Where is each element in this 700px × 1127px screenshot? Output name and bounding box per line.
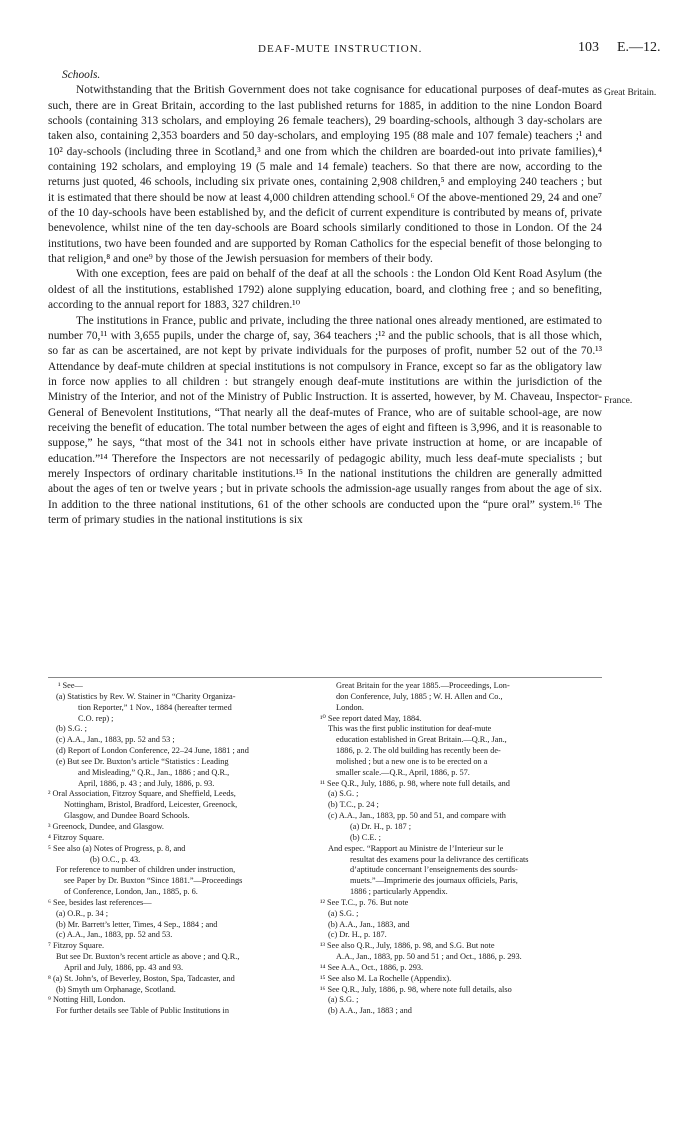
footnote-line: and Misleading,” Q.R., Jan., 1886 ; and Q.R., [78,767,230,777]
footnote-line: (a) O.R., p. 34 ; [56,908,109,918]
paragraph-france: The institutions in France, public and private, including the three national ones already mentioned, are estimated to number 70,¹¹ with 3,655 pupils, under the charge of, say, 364 teachers ;¹² and the public schools, that is all those which, so far as can be ascertained, are not kept by private individuals for the purposes of profit, number 52 out of the 70.¹³ Attendance by deaf-mute children at special institutions is not compulsory in France, except so far as the obligatory law in force now applies to all children : but strangely enough deaf-mute institutions are within the jurisdiction of the Ministry of the Interior, and not of the Ministry of Public Instruction. It is asserted, however, by M. Chaveau, Inspector-General of Benevolent Institutions, “That nearly all the deaf-mutes of France, who are of suitable school-age, are now receiving the benefit of education. The total number between the ages of eight and fifteen is 3,996, and it is reasonable to suppose,” he says, “that most of the 341 not in schools either have private instruction at home, or are incapable of education.”¹⁴ Therefore the Inspectors are not necessarily of pedagogic ability, much less deaf-mute specialists ; but merely Inspectors of ordinary charitable institutions.¹⁵ In the national institutions the children are generally admitted about the ages of ten or twelve years ; but in private schools the admission-age usually ranges from about the age of six. In addition to the three national institutions, 61 of the other schools are conducted upon the “pure oral” system.¹⁶ The term of primary studies in the national institutions is six [48,314,602,526]
footnote-line: ¹⁵ See also M. La Rochelle (Appendix). [320,973,452,983]
footnote-line: molished ; but a new one is to be erected on a [336,756,488,766]
body-text [48,68,602,528]
footnote-line: ⁷ Fitzroy Square. [48,941,105,951]
footnote-line: C.O. rep) ; [78,713,114,723]
footnote-line: (b) S.G. ; [56,724,87,734]
footnote-line: (b) A.A., Jan., 1883, and [328,919,410,929]
footnote-line: (a) Dr. H., p. 187 ; [350,821,412,831]
footnote-rule [48,677,602,678]
footnote-line: A.A., Jan., 1883, pp. 50 and 51 ; and Oct., 1886, p. 293. [336,952,522,962]
footnote-line: see Paper by Dr. Buxton “Since 1881.”—Proceedings [64,876,243,886]
footnote-line: ³ Greenock, Dundee, and Glasgow. [48,821,164,831]
footnote-line: ⁸ (a) St. John’s, of Beverley, Boston, Spa, Tadcaster, and [48,973,235,983]
footnote-line: ⁹ Notting Hill, London. [48,995,126,1005]
footnotes-left-column [48,681,312,1017]
footnote-line: 1886 ; particularly Appendix. [350,887,448,897]
footnote-line: ¹³ See also Q.R., July, 1886, p. 98, and S.G. But note [320,941,495,951]
footnote-line: d’aptitude concernant l’enseignements des sourds- [350,865,518,875]
footnote-line: (a) S.G. ; [328,995,359,1005]
footnote-line: London. [336,702,364,712]
document-reference: E.—12. [617,40,661,55]
paragraph-fees: With one exception, fees are paid on behalf of the deaf at all the schools : the London Old Kent Road Asylum (the oldest of all the institutions, established 1792) alone supplying education, board, and clothing free ; and so benefiting, according to the annual report for 1883, 327 children.¹⁰ [48,268,602,312]
header-title: DEAF-MUTE INSTRUCTION. [258,43,423,55]
footnote-line: don Conference, July, 1885 ; W. H. Allen and Co., [336,691,503,701]
footnote-line: (b) O.C., p. 43. [90,854,141,864]
footnote-line: ⁶ See, besides last references— [48,897,152,907]
footnote-line: education established in Great Britain.—Q.R., Jan., [336,735,507,745]
margin-note-france: France. [604,396,633,406]
section-subheading: Schools. [62,69,101,81]
footnote-line: (c) A.A., Jan., 1883, pp. 52 and 53. [56,930,173,940]
running-header [0,40,700,60]
footnote-line: (c) Dr. H., p. 187. [328,930,387,940]
footnote-line: Nottingham, Bristol, Bradford, Leicester, Greenock, [64,800,238,810]
footnote-line: ¹⁰ See report dated May, 1884. [320,713,422,723]
footnote-line: (b) T.C., p. 24 ; [328,800,379,810]
footnote-line: For reference to number of children under instruction, [56,865,236,875]
footnote-line: (c) A.A., Jan., 1883, pp. 50 and 51, and compare with [328,811,506,821]
footnote-line: muets.”—Imprimerie des journaux officiels, Paris, [350,876,518,886]
footnote-line: ¹ See— [58,681,83,690]
footnote-line: (a) Statistics by Rev. W. Stainer in “Charity Organiza- [56,691,236,701]
footnote-line: (a) S.G. ; [328,789,359,799]
footnote-line: smaller scale.—Q.R., April, 1886, p. 57. [336,767,470,777]
paragraph-schools-britain: Notwithstanding that the British Government does not take cognisance for educational purposes of deaf-mutes as such, there are in Great Britain, according to the last published returns for 1885, in addition to the nine London Board schools (containing 313 scholars, and employing 26 female teachers), 29 boarding-schools, although 3 day-scholars are taken also, containing 2,353 boarders and 50 day-scholars, and employing 195 (88 male and 107 female) teachers ;¹ and 10² day-schools (including three in Scotland,³ and one from which the children are boarded-out into private families),⁴ containing 192 scholars, and employing 19 (5 male and 14 female) teachers. So that there are now, according to the returns just quoted, 46 schools, including six private ones, containing 2,908 children,⁵ and employing 240 teachers ; but it is estimated that there should be now at least 4,000 children attending school.⁶ Of the above-mentioned 29, 24 and one⁷ of the 10 day-schools have been established by, and the deficit of current expenditure is contributed by means of, private benevolence, whilst nine of the ten day-schools are Board schools similarly conditioned to those in London. Of the 24 institutions, two have been founded and are supported by Roman Catholics for the especial benefit of those belonging to that religion,⁸ and one⁹ by those of the Jewish persuasion for members of their body. [48,84,602,266]
footnote-line: 1886, p. 2. The old building has recently been de- [336,746,501,756]
footnote-line: And espec. “Rapport au Ministre de l’Interieur sur le [328,843,504,853]
footnote-line: But see Dr. Buxton’s recent article as above ; and Q.R., [56,952,240,962]
footnote-line: This was the first public institution for deaf-mute [328,724,492,734]
footnote-line: For further details see Table of Public Institutions in [56,1006,230,1016]
footnote-line: ¹⁴ See A.A., Oct., 1886, p. 293. [320,962,424,972]
footnote-line: ⁵ See also (a) Notes of Progress, p. 8, and [48,843,186,853]
footnote-line: (b) C.E. ; [350,832,381,842]
page-number: 103 [578,40,599,55]
footnote-line: ⁴ Fitzroy Square. [48,832,105,842]
footnote-line: April, 1886, p. 43 ; and July, 1886, p. 93. [78,778,215,788]
footnote-line: April and July, 1886, pp. 43 and 93. [64,962,184,972]
footnote-line: ¹² See T.C., p. 76. But note [320,897,409,907]
footnote-line: Great Britain for the year 1885.—Proceedings, Lon- [336,681,510,690]
footnote-line: (e) But see Dr. Buxton’s article “Statistics : Leading [56,756,229,766]
footnote-line: (b) Mr. Barrett’s letter, Times, 4 Sep., 1884 ; and [56,919,218,929]
footnote-line: (d) Report of London Conference, 22–24 June, 1881 ; and [56,746,249,756]
footnote-line: (b) Smyth um Orphanage, Scotland. [56,984,176,994]
footnote-line: ² Oral Association, Fitzroy Square, and Sheffield, Leeds, [48,789,236,799]
footnote-line: tion Reporter,” 1 Nov., 1884 (hereafter termed [78,702,232,712]
margin-note-great-britain: Great Britain. [604,88,657,98]
footnote-line: ¹⁶ See Q.R., July, 1886, p. 98, where note full details, also [320,984,512,994]
footnote-line: of Conference, London, Jan., 1885, p. 6. [64,887,198,897]
footnote-line: (a) S.G. ; [328,908,359,918]
footnotes-right-column [320,681,602,1017]
footnote-line: ¹¹ See Q.R., July, 1886, p. 98, where note full details, and [320,778,510,788]
footnote-line: resultat des examens pour la delivrance des certificats [350,854,529,864]
footnote-line: (b) A.A., Jan., 1883 ; and [328,1006,412,1016]
footnote-line: (c) A.A., Jan., 1883, pp. 52 and 53 ; [56,735,175,745]
footnote-line: Glasgow, and Dundee Board Schools. [64,811,190,821]
